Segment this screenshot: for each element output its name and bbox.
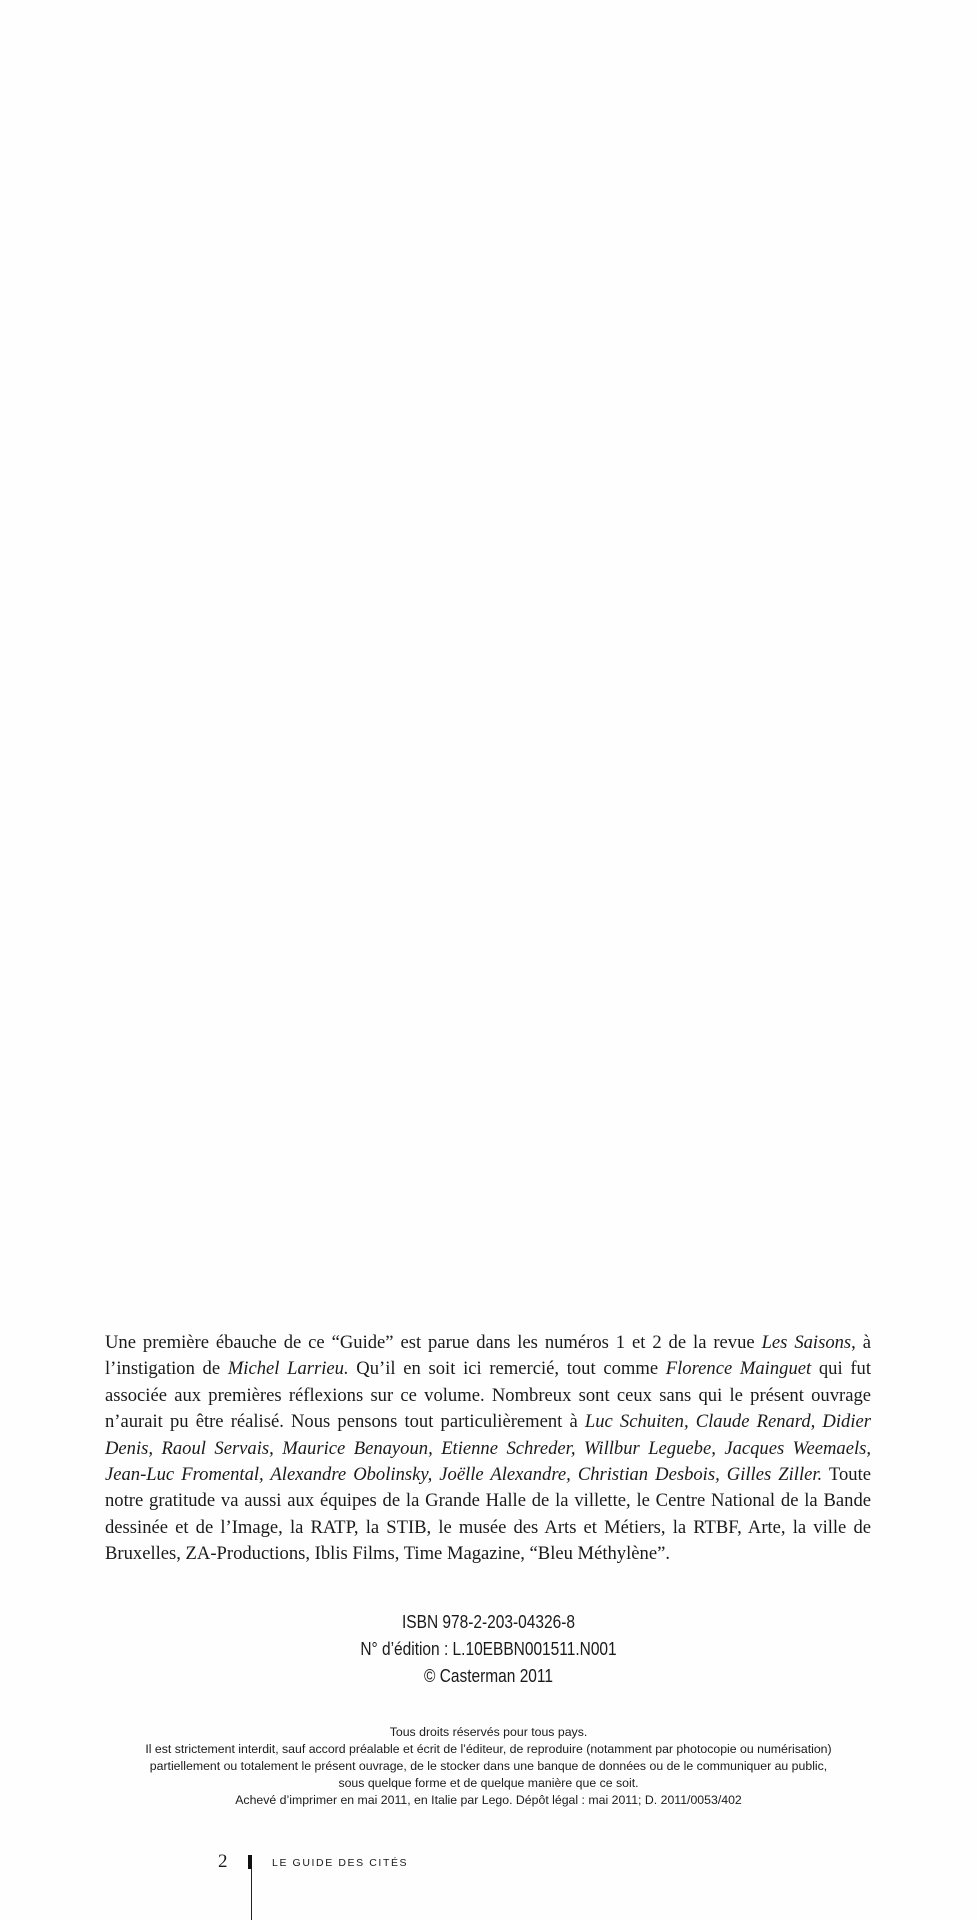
page-number: 2	[218, 1851, 228, 1872]
legal-line: Il est strictement interdit, sauf accord préalable et écrit de l’éditeur, de reproduire (notamment par photocopie ou numérisation)	[145, 1742, 832, 1756]
publication-info	[68, 1609, 908, 1690]
running-title: LE GUIDE DES CITÉS	[272, 1857, 409, 1869]
ack-text-1: Une première ébauche de ce “Guide” est parue dans les numéros 1 et 2 de la revue	[105, 1332, 762, 1353]
legal-line: Achevé d’imprimer en mai 2011, en Italie par Lego. Dépôt légal : mai 2011; D. 2011/0053/402	[235, 1793, 742, 1807]
person-name: Florence Mainguet	[665, 1358, 812, 1380]
ack-text-4: qui fut associée aux premières réflexions sur ce volume. Nombreux sont ceux sans qui le présent ouvrage n’aurait pu être réalisé. Nous pensons tout particulièrement à	[105, 1358, 871, 1433]
legal-notice	[0, 1724, 977, 1809]
edition-number: N° d’édition : L.10EBBN001511.N001	[360, 1639, 617, 1659]
acknowledgement-paragraph	[105, 1330, 871, 1568]
ack-text-2: , à l’instigation de	[105, 1332, 871, 1380]
legal-line: Tous droits réservés pour tous pays.	[389, 1725, 588, 1739]
isbn: ISBN 978-2-203-04326-8	[402, 1612, 575, 1632]
person-name: Michel Larrieu.	[227, 1358, 349, 1380]
ack-text-5: Toute notre gratitude va aussi aux équipes de la Grande Halle de la villette, le Centre National de la Bande dessinée et de l’Image, la RATP, la STIB, le musée des Arts et Métiers, la RTBF, Arte, la ville de Bruxelles, ZA-Productions, Iblis Films, Time Magazine, “Bleu Méthylène”.	[105, 1464, 871, 1565]
contributor-names: Luc Schuiten, Claude Renard, Didier Denis, Raoul Servais, Maurice Benayoun, Etienne Schreder, Willbur Leguebe, Jacques Weemaels, Jean-Luc Fromental, Alexandre Obolinsky, Joëlle Alexandre, Christian Desbois, Gilles Ziller.	[105, 1411, 871, 1486]
legal-line: sous quelque forme et de quelque manière que ce soit.	[338, 1776, 639, 1790]
revue-title: Les Saisons	[761, 1332, 852, 1353]
copyright: © Casterman 2011	[423, 1666, 553, 1686]
legal-line: partiellement ou totalement le présent ouvrage, de le stocker dans une banque de données ou de le communiquer au public,	[149, 1759, 828, 1773]
ack-text-3: Qu’il en soit ici remercié, tout comme	[348, 1358, 666, 1380]
footer-marker	[248, 1855, 252, 1869]
footer-rule	[251, 1869, 252, 1920]
